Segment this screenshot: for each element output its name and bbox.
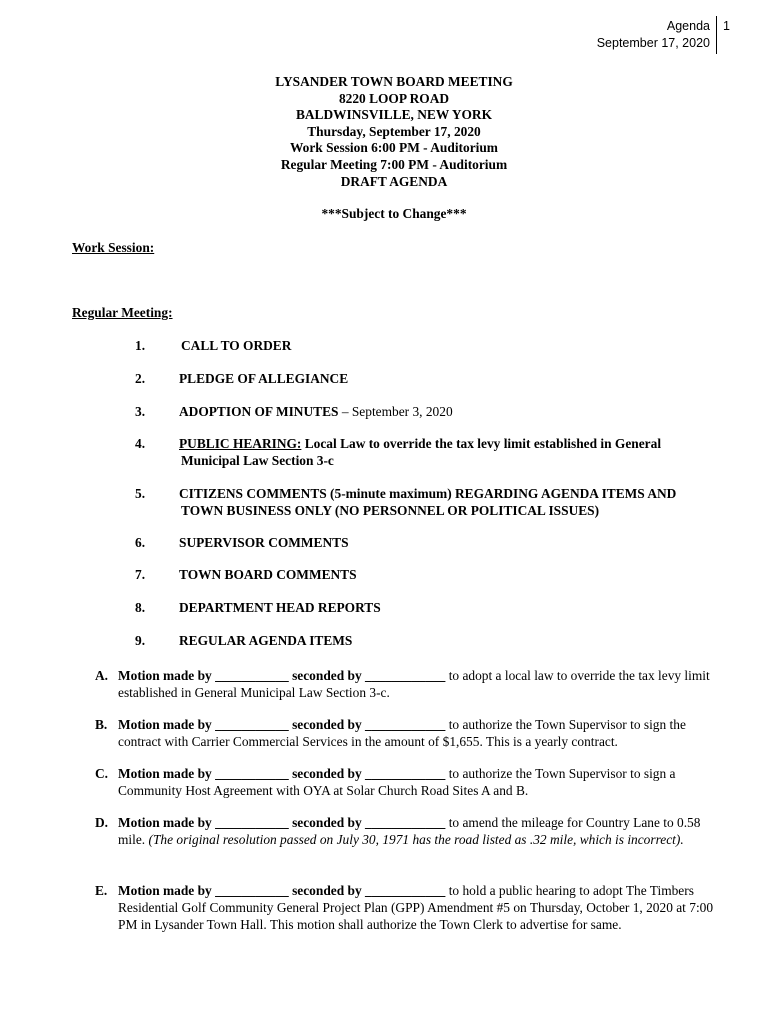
motion-text: to adopt a local law to override the tax levy limit established in General Municipal Law Section 3-c. <box>118 668 710 700</box>
item-text-line1: Local Law to override the tax levy limit established in General <box>301 436 662 451</box>
motion-letter: C. <box>95 766 109 781</box>
item-text-line1: CITIZENS COMMENTS (5-minute maximum) REGARDING AGENDA ITEMS AND <box>179 486 677 501</box>
item-number: 7. <box>135 567 146 582</box>
item-text: TOWN BOARD COMMENTS <box>179 567 357 582</box>
item-text-bold: ADOPTION OF MINUTES <box>179 404 339 419</box>
title-line: BALDWINSVILLE, NEW YORK <box>295 107 493 123</box>
motion-lead: Motion made by ___________ seconded by ____________ <box>118 668 446 683</box>
work-session-heading: Work Session: <box>72 240 155 255</box>
item-number: 2. <box>135 371 146 386</box>
item-text: SUPERVISOR COMMENTS <box>179 535 349 550</box>
title-line: DRAFT AGENDA <box>340 173 448 189</box>
motion-letter: A. <box>95 668 109 683</box>
header-label: Agenda <box>666 19 710 33</box>
motion-text: to amend the mileage for Country Lane to 0.58 mile. <box>118 815 701 847</box>
title-line: Work Session 6:00 PM - Auditorium <box>290 140 498 156</box>
motion-body <box>118 668 723 702</box>
header-divider <box>716 16 717 54</box>
motion-note: (The original resolution passed on July 30, 1971 has the road listed as .32 mile, which is incorrect). <box>148 831 684 847</box>
title-line: Regular Meeting 7:00 PM - Auditorium <box>280 156 508 172</box>
subject-to-change-note: ***Subject to Change*** <box>321 206 467 221</box>
item-text: REGULAR AGENDA ITEMS <box>179 633 353 648</box>
title-line: Thursday, September 17, 2020 <box>307 123 481 139</box>
motion-text: to authorize the Town Supervisor to sign the contract with Carrier Commercial Services in the amount of $1,655. This is a yearly contract. <box>118 717 686 749</box>
item-text-line2: TOWN BUSINESS ONLY (NO PERSONNEL OR POLITICAL ISSUES) <box>181 503 600 518</box>
motion-lead: Motion made by ___________ seconded by ____________ <box>118 815 446 830</box>
running-header <box>597 18 710 52</box>
motion-letter: D. <box>95 815 109 830</box>
item-number: 9. <box>135 633 146 648</box>
public-hearing-label: PUBLIC HEARING: <box>179 436 302 451</box>
item-number: 3. <box>135 404 146 419</box>
meeting-title-block <box>0 74 770 190</box>
item-text-date: – September 3, 2020 <box>338 404 453 419</box>
page-number: 1 <box>723 19 730 33</box>
regular-meeting-heading: Regular Meeting: <box>72 305 173 320</box>
motion-text: to hold a public hearing to adopt The Timbers Residential Golf Community General Project Plan (GPP) Amendment #5 on Thursday, October 1, 2020 at 7:00 PM in Lysander Town Hall. This motion shall authorize the Town Clerk to advertise for same. <box>118 883 714 932</box>
motion-body <box>118 766 723 800</box>
item-text: PLEDGE OF ALLEGIANCE <box>179 371 349 386</box>
motion-body <box>118 815 723 849</box>
motion-text: to authorize the Town Supervisor to sign a Community Host Agreement with OYA at Solar Church Road Sites A and B. <box>118 766 676 798</box>
item-text-line2: Municipal Law Section 3-c <box>181 453 334 468</box>
motion-letter: B. <box>95 717 108 732</box>
item-number: 6. <box>135 535 146 550</box>
item-text <box>179 435 699 452</box>
item-text <box>179 403 699 420</box>
motion-body <box>118 717 723 751</box>
item-number: 4. <box>135 436 146 451</box>
item-number: 8. <box>135 600 146 615</box>
item-text: DEPARTMENT HEAD REPORTS <box>179 600 381 615</box>
motion-body <box>118 883 723 933</box>
motion-lead: Motion made by ___________ seconded by ____________ <box>118 717 446 732</box>
motion-letter: E. <box>95 883 108 898</box>
motion-lead: Motion made by ___________ seconded by ____________ <box>118 883 446 898</box>
item-number: 1. <box>135 338 146 353</box>
title-line: 8220 LOOP ROAD <box>338 90 450 106</box>
header-date: September 17, 2020 <box>596 36 710 50</box>
title-line: LYSANDER TOWN BOARD MEETING <box>275 74 513 89</box>
item-text: CALL TO ORDER <box>181 338 292 353</box>
motion-lead: Motion made by ___________ seconded by ____________ <box>118 766 446 781</box>
item-number: 5. <box>135 486 146 501</box>
